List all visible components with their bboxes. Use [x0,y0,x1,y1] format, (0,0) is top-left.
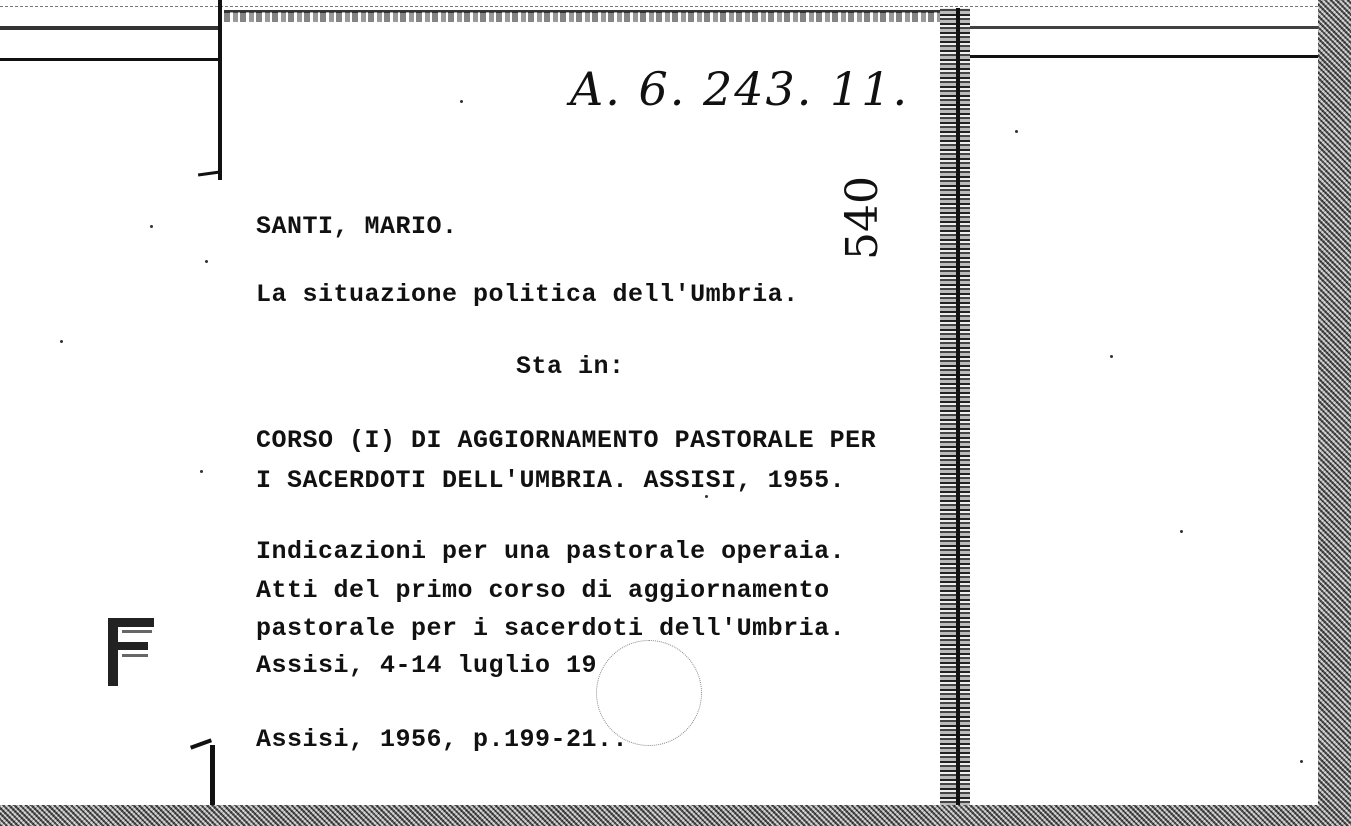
catalog-card [224,10,944,808]
scan-noise-bottom [0,805,1351,826]
speck [205,260,208,263]
speck [1110,355,1113,358]
speck [1300,760,1303,763]
work-title: La situazione politica dell'Umbria. [256,280,799,309]
left-card-tick-bottom [190,738,212,749]
details-line-3: pastorale per i sacerdoti dell'Umbria. [256,614,846,643]
collection-line-1: CORSO (I) DI AGGIORNAMENTO PASTORALE PER [256,426,877,455]
card-number: 540 [837,176,888,260]
collection-line-2: I SACERDOTI DELL'UMBRIA. ASSISI, 1955. [256,466,846,495]
details-line-4: Assisi, 4-14 luglio 19 [256,651,598,680]
right-card-rule-2 [968,55,1320,58]
details-line-2: Atti del primo corso di aggiornamento [256,576,830,605]
speck [1015,130,1018,133]
author-heading: SANTI, MARIO. [256,212,458,241]
scan-noise-right [1318,0,1351,826]
speck [200,470,203,473]
top-card-edge [0,0,1318,7]
card-right-edge-line [956,8,960,808]
f-letter-mark [104,612,160,692]
left-card-tick-top [198,170,220,176]
right-card-rule-1 [968,26,1320,29]
speck [460,100,463,103]
left-card-rule-1 [0,26,222,30]
handwritten-shelfmark: A. 6. 243. 11. [570,62,910,116]
left-card-edge-bottom [210,745,215,807]
speck [705,495,708,498]
card-top-band [224,12,944,22]
speck [150,225,153,228]
speck [60,340,63,343]
sta-in-label: Sta in: [516,352,625,381]
faint-stamp-circle [596,640,702,746]
pages-line: Assisi, 1956, p.199-21.. [256,725,629,754]
card-right-edge [940,8,970,808]
left-card-edge-top [218,0,222,180]
details-line-1: Indicazioni per una pastorale operaia. [256,537,846,566]
speck [1180,530,1183,533]
left-card-rule-2 [0,58,222,61]
